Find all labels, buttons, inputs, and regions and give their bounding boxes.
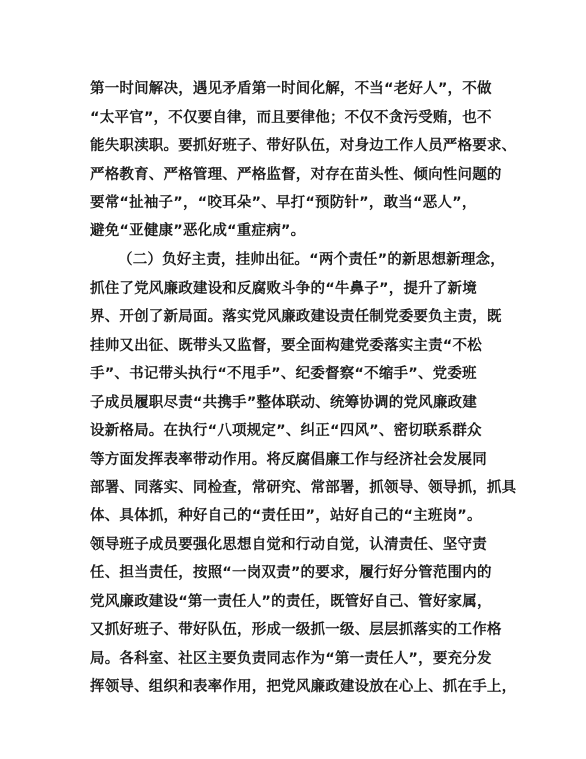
text-line: 界、开创了新局面。落实党风廉政建设责任制党委要负主责，既 xyxy=(90,309,502,325)
text-line: “太平官”，不仅要自律，而且要律他；不仅不贪污受贿，也不 xyxy=(90,110,492,126)
text-line: 要常“扯袖子”，“咬耳朵”、早打“预防针”，敢当“恶人”， xyxy=(90,195,477,211)
text-line: 手”、书记带头执行“不甩手”、纪委督察“不缩手”、党委班 xyxy=(90,366,477,382)
text-line: 第一时间解决，遇见矛盾第一时间化解，不当“老好人”，不做 xyxy=(90,81,492,97)
text-line: 抓住了党风廉政建设和反腐败斗争的“牛鼻子”，提升了新境 xyxy=(90,281,477,297)
text-line: 任、担当责任，按照“一岗双责”的要求，履行好分管范围内的 xyxy=(90,565,492,581)
text-line: 严格教育、严格管理、严格监督，对存在苗头性、倾向性问题的 xyxy=(90,167,502,183)
text-line: 挥领导、组织和表率作用，把党风廉政建设放在心上、抓在手上， xyxy=(90,679,517,695)
text-line: 局。各科室、社区主要负责同志作为“第一责任人”，要充分发 xyxy=(90,651,492,667)
text-line: 避免“亚健康”恶化成“重症病”。 xyxy=(90,223,306,239)
text-line: 挂帅又出征、既带头又监督，要全面构建党委落实主责“不松 xyxy=(90,338,482,354)
text-line: 又抓好班子、带好队伍，形成一级抓一级、层层抓落实的工作格 xyxy=(90,622,502,638)
text-line: 部署、同落实、同检查，常研究、常部署，抓领导、领导抓，抓具 xyxy=(90,480,517,496)
text-line: 能失职渎职。要抓好班子、带好队伍，对身边工作人员严格要求、 xyxy=(90,138,517,154)
text-line: 设新格局。在执行“八项规定”、纠正“四风”、密切联系群众 xyxy=(90,423,482,439)
text-line: 体、具体抓，种好自己的“责任田”，站好自己的“主班岗”。 xyxy=(90,508,482,524)
text-line: 等方面发挥表率带动作用。将反腐倡廉工作与经济社会发展同 xyxy=(90,452,487,468)
text-line: 领导班子成员要强化思想自觉和行动自觉，认清责任、坚守责 xyxy=(90,537,487,553)
section-heading-line: （二）负好主责，挂帅出征。“两个责任”的新思想新理念， xyxy=(118,252,505,268)
text-line: 子成员履职尽责“共携手”整体联动、统筹协调的党风廉政建 xyxy=(90,395,477,411)
text-line: 党风廉政建设“第一责任人”的责任，既管好自己、管好家属， xyxy=(90,594,492,610)
